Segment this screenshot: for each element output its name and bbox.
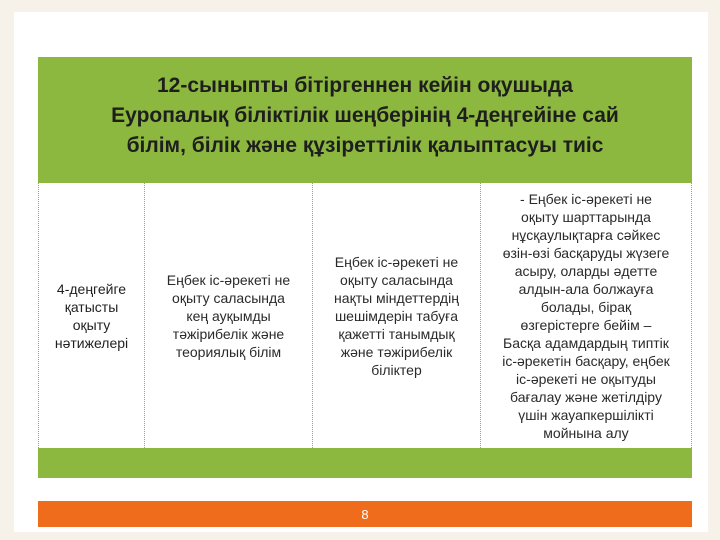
title-banner xyxy=(38,57,692,183)
table-cell-row-label xyxy=(38,183,144,448)
skills-text: Еңбек іс-әрекеті не оқыту саласында нақты міндеттердің шешімдерін табуға қажетті танымдық және тәжірибелік біліктер xyxy=(334,253,459,378)
competence-text: - Еңбек іс-әрекеті не оқыту шарттарында нұсқаулықтарға сәйкес өзін-өзі басқаруды жүзеге асыру, оларды әдетте алдын-ала болжауға болады, бірақ өзгерістерге бейім – Басқа адамдардың типтік іс-әрекетін басқару, еңбек іс-әрекеті не оқытуды бағалау және жетілдіру үшін жауапкершілікті мойнына алу xyxy=(502,190,670,441)
title-line-1: 12-сыныпты бітіргеннен кейін оқушыда xyxy=(157,74,573,97)
title-line-2: Еуропалық біліктілік шеңберінің 4-деңгейіне сай xyxy=(111,104,619,127)
row-label: 4-деңгейге қатысты оқыту нәтижелері xyxy=(54,280,129,351)
knowledge-text: Еңбек іс-әрекеті не оқыту саласында кең ауқымды тәжірибелік және теориялық білім xyxy=(166,271,291,360)
footer-bar xyxy=(38,501,692,527)
title-line-3: білім, білік және құзіреттілік қалыптасуы тиіс xyxy=(126,134,604,157)
outcomes-table xyxy=(38,183,692,448)
table-cell-knowledge xyxy=(144,183,312,448)
table-cell-competence xyxy=(480,183,692,448)
page-number: 8 xyxy=(361,506,369,522)
table-cell-skills xyxy=(312,183,480,448)
bottom-green-band xyxy=(38,448,692,478)
